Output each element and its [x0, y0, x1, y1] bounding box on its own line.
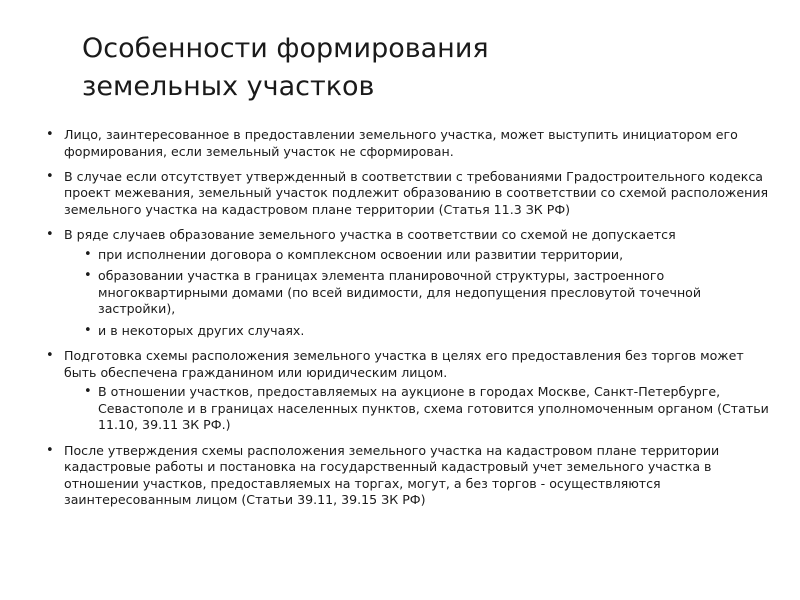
- bullet-text: Подготовка схемы расположения земельного участка в целях его предоставления без торгов может быть обеспечена гражданином или юридическим лицом.: [64, 348, 744, 380]
- bullet-item-4: [46, 348, 776, 434]
- bullet-item-5: [46, 443, 776, 509]
- bullet-text: В случае если отсутствует утвержденный в соответствии с требованиями Градостроительного кодекса проект межевания, земельный участок подлежит образованию в соответствии со схемой расположения земельного участка на кадастровом плане территории (Статья 11.3 ЗК РФ): [64, 168, 769, 217]
- bullet-item-1: [46, 127, 776, 160]
- sub-bullet-list: [64, 247, 776, 340]
- bullet-item-3: [46, 227, 776, 340]
- sub-bullet-item: • В отношении участков, предоставляемых на аукционе в городах Москве, Санкт-Петербурге, Севастополе и в границах населенных пунктов, схема готовится уполномоченным органом (Статьи 11.10, 39.11 ЗК РФ.): [64, 384, 776, 434]
- sub-bullet-item: • образовании участка в границах элемента планировочной структуры, застроенного многоквартирными домами (по всей видимости, для недопущения пресловутой точечной застройки),: [64, 268, 776, 318]
- slide-title-line-2: земельных участков: [82, 71, 375, 102]
- bullet-list: [46, 127, 776, 517]
- slide-title: [82, 30, 762, 106]
- bullet-text: В ряде случаев образование земельного участка в соответствии со схемой не допускается: [64, 226, 676, 242]
- bullet-text: После утверждения схемы расположения земельного участка на кадастровом плане территории кадастровые работы и постановка на государственный кадастровый учет земельного участка в отношении участков, предоставляемых на торгах, могут, а без торгов - осуществляются заинтересованным лицом (Статьи 39.11, 39.15 ЗК РФ): [64, 442, 720, 508]
- bullet-text: Лицо, заинтересованное в предоставлении земельного участка, может выступить инициатором его формирования, если земельный участок не сформирован.: [64, 127, 738, 159]
- bullet-item-2: [46, 169, 776, 219]
- slide-title-line-1: Особенности формирования: [82, 33, 489, 64]
- sub-bullet-item: • и в некоторых других случаях.: [64, 323, 776, 340]
- sub-bullet-item: • при исполнении договора о комплексном освоении или развитии территории,: [64, 247, 776, 264]
- sub-bullet-list: [64, 384, 776, 434]
